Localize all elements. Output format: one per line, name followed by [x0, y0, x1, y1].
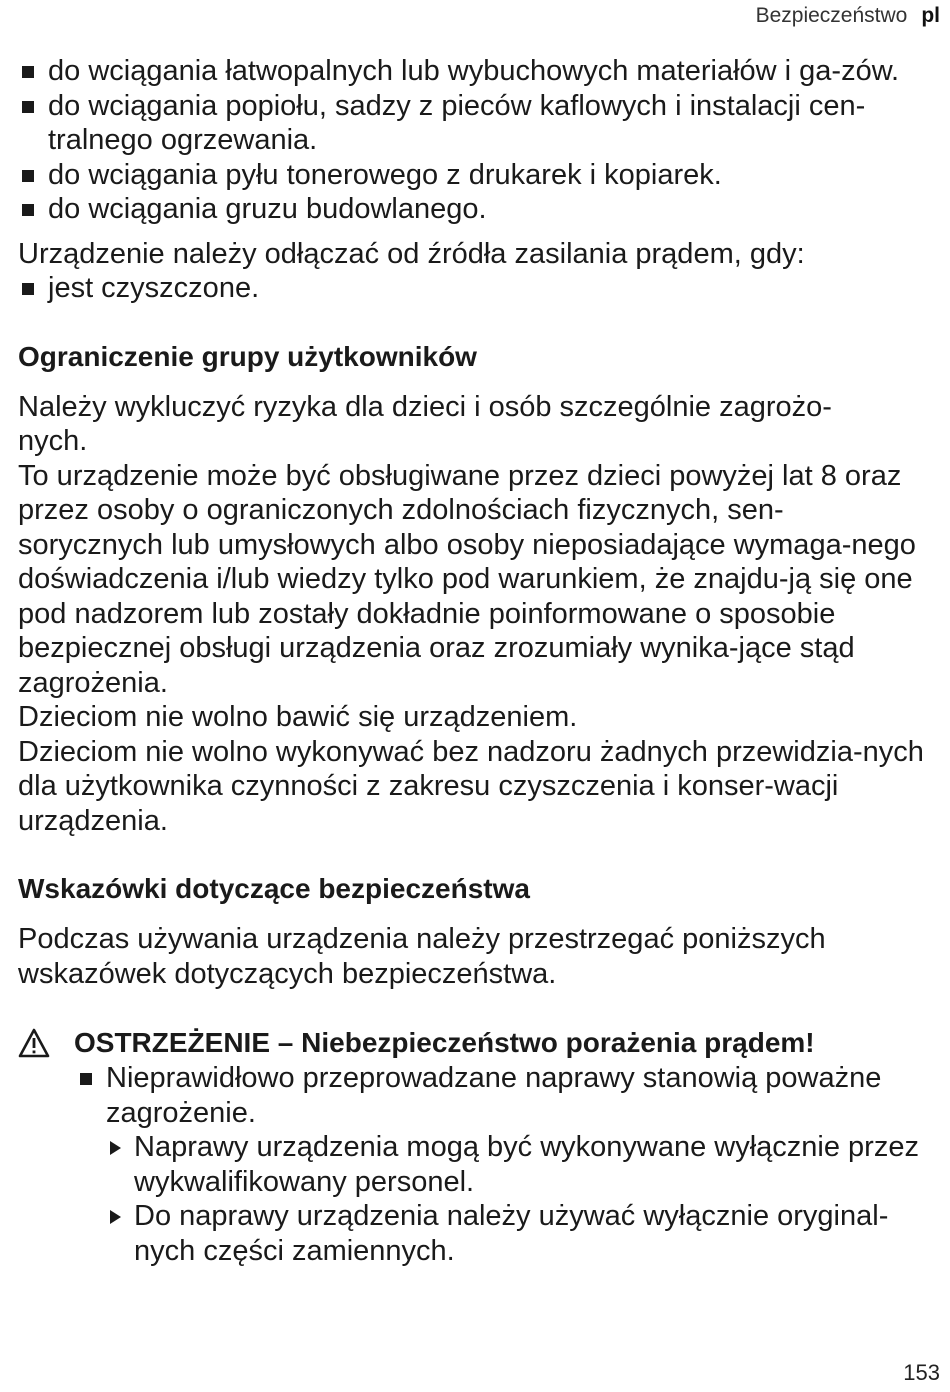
- warning-heading: [18, 1025, 934, 1061]
- warning-title: OSTRZEŻENIE – Niebezpieczeństwo porażenia prądem!: [74, 1027, 815, 1058]
- paragraph: Należy wykluczyć ryzyka dla dzieci i osób szczególnie zagrożo-nych.: [18, 390, 832, 457]
- list-item: do wciągania popiołu, sadzy z pieców kaflowych i instalacji cen-tralnego ogrzewania.: [18, 89, 923, 158]
- warning-body: [18, 1061, 934, 1268]
- paragraph: Dzieciom nie wolno bawić się urządzeniem.: [18, 701, 578, 733]
- warning-triangle-icon: [18, 1028, 50, 1058]
- list-item: do wciągania gruzu budowlanego.: [18, 192, 923, 227]
- header-section-title: Bezpieczeństwo: [755, 4, 908, 27]
- section-heading-user-group: Ograniczenie grupy użytkowników: [18, 340, 477, 372]
- action-step: Do naprawy urządzenia należy używać wyłącznie oryginal-nych części zamiennych.: [106, 1199, 934, 1268]
- page-content: [18, 54, 934, 1268]
- disconnect-intro: Urządzenie należy odłączać od źródła zasilania prądem, gdy:: [18, 237, 805, 270]
- list-item: jest czyszczone.: [18, 271, 934, 306]
- page-number: 153: [903, 1360, 940, 1385]
- action-step: Naprawy urządzenia mogą być wykonywane wyłącznie przez wykwalifikowany personel.: [106, 1130, 934, 1199]
- paragraph: Dzieciom nie wolno wykonywać bez nadzoru żadnych przewidzia-nych dla użytkownika czynności z zakresu czyszczenia i konser-wacji urządzenia.: [18, 735, 924, 837]
- list-item: do wciągania pyłu tonerowego z drukarek i kopiarek.: [18, 158, 923, 193]
- prohibited-uses-list: [18, 54, 923, 227]
- section-heading-safety: Wskazówki dotyczące bezpieczeństwa: [18, 873, 530, 904]
- running-header: [756, 4, 940, 28]
- warning-item: Nieprawidłowo przeprowadzane naprawy stanowią poważne zagrożenie.: [76, 1061, 934, 1130]
- paragraph: To urządzenie może być obsługiwane przez dzieci powyżej lat 8 oraz przez osoby o ograniczonych zdolnościach fizycznych, sen-sorycznych lub umysłowych albo osoby nieposiadające wymaga-nego doświadczenia i/lub wiedzy tylko pod warunkiem, że znajdu-ją się one pod nadzorem lub zostały dokładnie poinformowane o sposobie bezpiecznej obsługi urządzenia oraz zrozumiały wynika-jące stąd zagrożenia.: [18, 459, 916, 699]
- header-language: pl: [921, 4, 940, 27]
- list-item: do wciągania łatwopalnych lub wybuchowych materiałów i ga-zów.: [18, 54, 923, 89]
- paragraph: Podczas używania urządzenia należy przestrzegać poniższych wskazówek dotyczących bezpieczeństwa.: [18, 923, 826, 990]
